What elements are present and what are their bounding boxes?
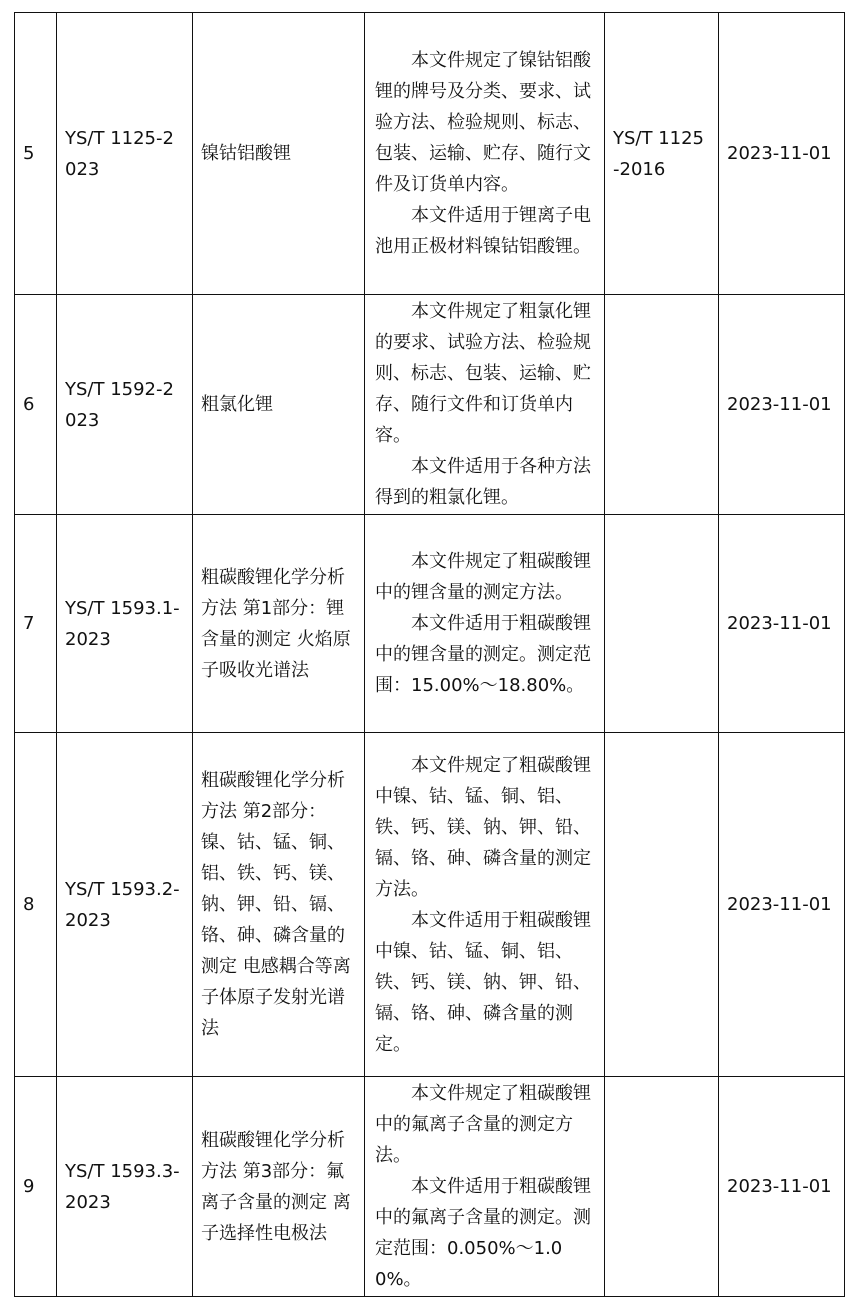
scope-paragraph: 本文件规定了镍钴铝酸锂的牌号及分类、要求、试验方法、检验规则、标志、包装、运输、贮存、随行文件及订货单内容。	[375, 50, 591, 195]
replaced-standard	[605, 515, 719, 733]
standard-code: YS/T 1592-2023	[57, 295, 193, 515]
standard-name: 粗氯化锂	[193, 295, 365, 515]
scope-paragraph: 本文件适用于粗碳酸锂中镍、钴、锰、铜、铝、铁、钙、镁、钠、钾、铅、镉、铬、砷、磷含量的测定。	[375, 909, 591, 1055]
row-number: 7	[15, 515, 57, 733]
standard-scope	[365, 515, 605, 733]
replaced-standard	[605, 1077, 719, 1297]
standard-name: 镍钴铝酸锂	[193, 13, 365, 295]
replaced-standard	[605, 733, 719, 1077]
standard-code: YS/T 1593.1-2023	[57, 515, 193, 733]
table-row	[15, 733, 845, 1077]
standard-code: YS/T 1593.3-2023	[57, 1077, 193, 1297]
standard-code: YS/T 1125-2023	[57, 13, 193, 295]
row-number: 8	[15, 733, 57, 1077]
implementation-date: 2023-11-01	[719, 515, 845, 733]
scope-paragraph: 本文件适用于粗碳酸锂中的氟离子含量的测定。测定范围：0.050%～1.00%。	[375, 1176, 591, 1290]
table-row	[15, 13, 845, 295]
row-number: 9	[15, 1077, 57, 1297]
table-row	[15, 295, 845, 515]
scope-paragraph: 本文件规定了粗碳酸锂中镍、钴、锰、铜、铝、铁、钙、镁、钠、钾、铅、镉、铬、砷、磷含量的测定方法。	[375, 754, 591, 900]
scope-paragraph: 本文件适用于各种方法得到的粗氯化锂。	[375, 456, 591, 508]
table-row	[15, 1077, 845, 1297]
implementation-date: 2023-11-01	[719, 1077, 845, 1297]
standards-table	[14, 12, 845, 1297]
row-number: 6	[15, 295, 57, 515]
standard-name: 粗碳酸锂化学分析方法 第2部分：镍、钴、锰、铜、铝、铁、钙、镁、钠、钾、铅、镉、铬、砷、磷含量的测定 电感耦合等离子体原子发射光谱法	[193, 733, 365, 1077]
standard-scope	[365, 13, 605, 295]
scope-paragraph: 本文件规定了粗碳酸锂中的锂含量的测定方法。	[375, 551, 591, 603]
row-number: 5	[15, 13, 57, 295]
scope-paragraph: 本文件适用于粗碳酸锂中的锂含量的测定。测定范围：15.00%～18.80%。	[375, 613, 591, 696]
standard-scope	[365, 1077, 605, 1297]
implementation-date: 2023-11-01	[719, 13, 845, 295]
replaced-standard: YS/T 1125-2016	[605, 13, 719, 295]
table-row	[15, 515, 845, 733]
implementation-date: 2023-11-01	[719, 295, 845, 515]
standard-name: 粗碳酸锂化学分析方法 第1部分：锂含量的测定 火焰原子吸收光谱法	[193, 515, 365, 733]
implementation-date: 2023-11-01	[719, 733, 845, 1077]
standard-code: YS/T 1593.2-2023	[57, 733, 193, 1077]
scope-paragraph: 本文件适用于锂离子电池用正极材料镍钴铝酸锂。	[375, 205, 591, 257]
standard-scope	[365, 733, 605, 1077]
standard-name: 粗碳酸锂化学分析方法 第3部分：氟离子含量的测定 离子选择性电极法	[193, 1077, 365, 1297]
scope-paragraph: 本文件规定了粗氯化锂的要求、试验方法、检验规则、标志、包装、运输、贮存、随行文件和订货单内容。	[375, 301, 591, 446]
replaced-standard	[605, 295, 719, 515]
scope-paragraph: 本文件规定了粗碳酸锂中的氟离子含量的测定方法。	[375, 1083, 591, 1166]
standard-scope	[365, 295, 605, 515]
